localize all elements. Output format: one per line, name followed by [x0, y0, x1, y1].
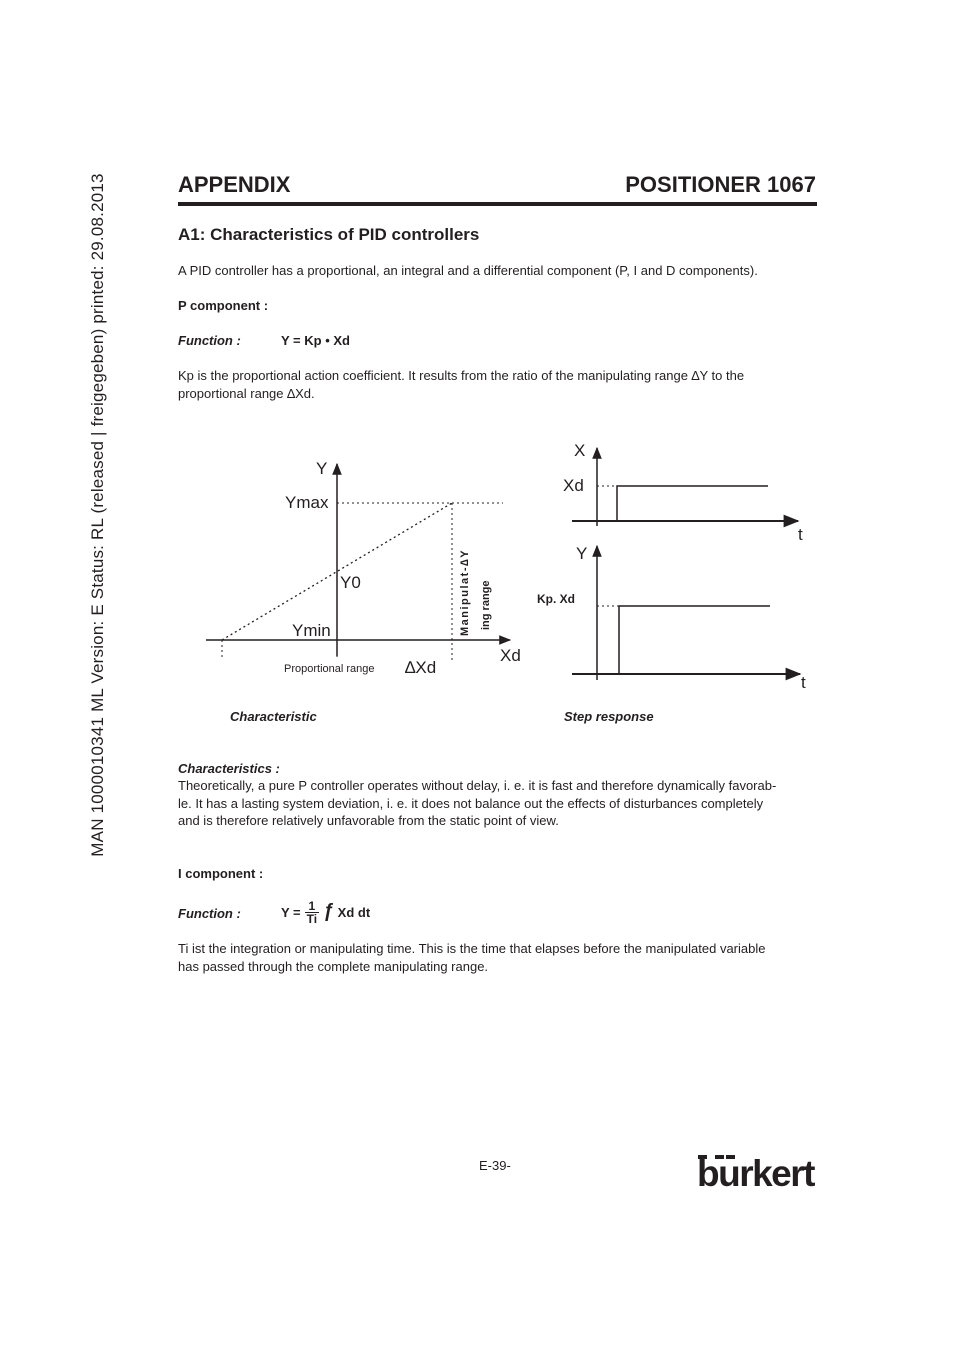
- char-x-label: Xd: [500, 646, 521, 665]
- i-formula-fraction: [305, 900, 319, 925]
- char-caption: Characteristic: [230, 709, 317, 724]
- p-component-heading: P component :: [178, 298, 269, 313]
- i-component-heading: I component :: [178, 866, 264, 881]
- p-description-line-2: proportional range ∆Xd.: [178, 385, 315, 401]
- characteristics-text: [178, 777, 818, 830]
- step-top-signal: [617, 486, 768, 521]
- section-intro: A PID controller has a proportional, an integral and a differential component (P, I and D components).: [178, 263, 758, 278]
- char-ymax-label: Ymax: [285, 493, 329, 512]
- i-description: [178, 940, 818, 975]
- char-manip-label-2: ing range: [480, 580, 492, 630]
- burkert-logo: burkert: [697, 1153, 814, 1194]
- step-bottom-signal: [619, 606, 770, 674]
- i-function-row: [178, 905, 241, 923]
- integral-symbol: ƒ: [323, 901, 334, 922]
- step-y-label: Y: [576, 544, 588, 563]
- i-description-line-1: Ti ist the integration or manipulating time. This is the time that elapses before the manipulated variable: [178, 941, 766, 956]
- section-title: A1: Characteristics of PID controllers: [178, 225, 480, 244]
- char-y-label: Y: [316, 459, 328, 478]
- i-formula-suffix: Xd dt: [337, 904, 371, 920]
- i-formula: [281, 895, 370, 929]
- p-description-line-1: Kp is the proportional action coefficient. It results from the ratio of the manipulating range ∆Y to the: [178, 368, 745, 383]
- p-formula-text: Y = Kp • Xd: [281, 333, 350, 348]
- step-t-top-label: t: [798, 525, 803, 544]
- i-frac-denominator: Ti: [306, 911, 318, 926]
- char-manip-label-1: Manipulat-∆Y: [459, 548, 471, 636]
- step-caption: Step response: [564, 709, 654, 724]
- i-function-label: Function :: [178, 906, 241, 921]
- i-formula-prefix: Y =: [281, 904, 301, 920]
- step-x-label: X: [574, 441, 586, 460]
- char-y0-label: Y0: [340, 573, 361, 592]
- characteristics-line-2: le. It has a lasting system deviation, i. e. it does not balance out the effects of disturbances completely: [178, 795, 764, 811]
- characteristics-heading: Characteristics :: [178, 761, 280, 776]
- char-ymin-label: Ymin: [292, 621, 331, 640]
- header-appendix: APPENDIX: [178, 172, 291, 197]
- step-t-bottom-label: t: [801, 673, 806, 692]
- char-delta-xd-label: ∆Xd: [405, 658, 437, 677]
- i-description-line-2: has passed through the complete manipulating range.: [178, 958, 489, 974]
- characteristics-line-1: Theoretically, a pure P controller operates without delay, i. e. it is fast and therefore dynamically favorab-: [178, 778, 777, 793]
- step-kpxd-label: Kp. Xd: [537, 592, 575, 606]
- step-xd-label: Xd: [563, 476, 584, 495]
- p-function-label: Function :: [178, 333, 241, 348]
- characteristics-line-3: and is therefore relatively unfavorable from the static point of view.: [178, 813, 559, 828]
- page-number: E-39-: [479, 1158, 511, 1173]
- sidebar-text: MAN 1000010341 ML Version: E Status: RL (released | freigegeben) printed: 29.08.2013: [88, 173, 107, 857]
- char-prop-range-label: Proportional range: [284, 663, 375, 675]
- header-product: POSITIONER 1067: [625, 172, 816, 197]
- i-frac-numerator: 1: [305, 900, 319, 913]
